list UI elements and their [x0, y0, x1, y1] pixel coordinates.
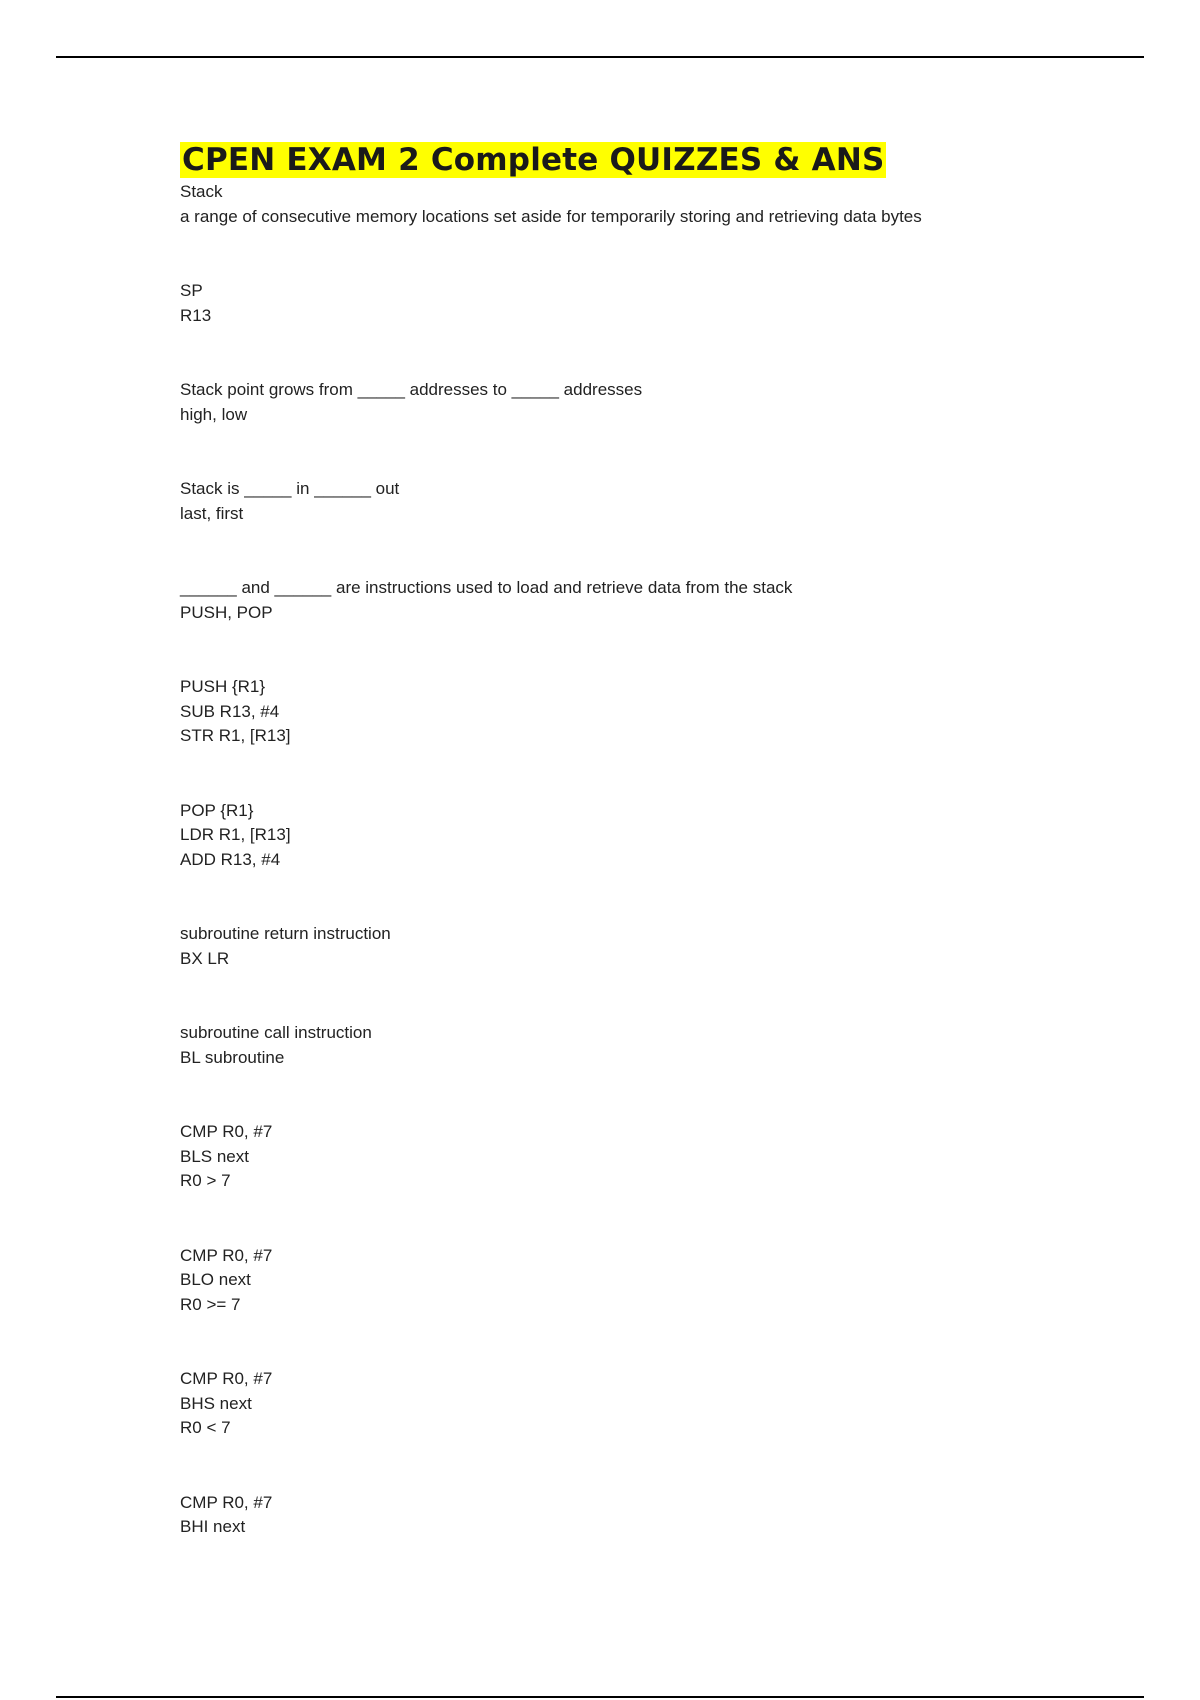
qa-item — [180, 1021, 1080, 1070]
answer-line: BX LR — [180, 948, 230, 968]
answer-line: R13 — [180, 305, 212, 325]
question-line: CMP R0, #7 — [180, 1369, 273, 1388]
question-line: BLS next — [180, 1146, 249, 1166]
question-line: ______ and ______ are instructions used to load and retrieve data from the stack — [180, 578, 793, 597]
question-line: CMP R0, #7 — [180, 1245, 273, 1265]
answer-line: STR R1, [R13] — [180, 726, 291, 745]
question-line: BHI next — [180, 1517, 246, 1536]
document-title: CPEN EXAM 2 Complete QUIZZES & ANS — [182, 142, 885, 178]
qa-item — [180, 1491, 1080, 1540]
qa-item — [180, 279, 1080, 328]
qa-item — [180, 477, 1080, 526]
question-line: subroutine return instruction — [180, 924, 391, 943]
question-line: CMP R0, #7 — [180, 1492, 273, 1512]
question-line: CMP R0, #7 — [180, 1122, 273, 1141]
qa-item — [180, 1367, 1080, 1441]
qa-item — [180, 922, 1080, 971]
answer-line: R0 < 7 — [180, 1418, 231, 1437]
question-line: PUSH {R1} — [180, 677, 266, 696]
answer-line: last, first — [180, 503, 244, 523]
answer-line: SUB R13, #4 — [180, 701, 280, 721]
question-line: SP — [180, 281, 203, 300]
answer-line: PUSH, POP — [180, 602, 273, 622]
qa-item — [180, 180, 1080, 229]
qa-item — [180, 675, 1080, 749]
question-line: Stack is _____ in ______ out — [180, 479, 400, 498]
qa-item — [180, 1244, 1080, 1318]
question-line: POP {R1} — [180, 800, 254, 820]
answer-line: high, low — [180, 404, 248, 424]
qa-item — [180, 576, 1080, 625]
answer-line: R0 >= 7 — [180, 1294, 241, 1314]
document-body — [180, 142, 1080, 1590]
qa-item — [180, 799, 1080, 873]
answer-line: BL subroutine — [180, 1047, 285, 1067]
footer-rule — [56, 1696, 1144, 1698]
answer-line: a range of consecutive memory locations set aside for temporarily storing and retrieving data bytes — [180, 206, 922, 226]
qa-item — [180, 378, 1080, 427]
answer-line: LDR R1, [R13] — [180, 825, 291, 844]
header-rule — [56, 56, 1144, 58]
question-line: BHS next — [180, 1393, 252, 1413]
question-line: BLO next — [180, 1270, 251, 1289]
question-line: subroutine call instruction — [180, 1023, 372, 1042]
question-line: Stack — [180, 182, 223, 201]
answer-line: R0 > 7 — [180, 1171, 231, 1190]
question-line: Stack point grows from _____ addresses to _____ addresses — [180, 380, 643, 399]
qa-item — [180, 1120, 1080, 1194]
answer-line: ADD R13, #4 — [180, 849, 281, 869]
